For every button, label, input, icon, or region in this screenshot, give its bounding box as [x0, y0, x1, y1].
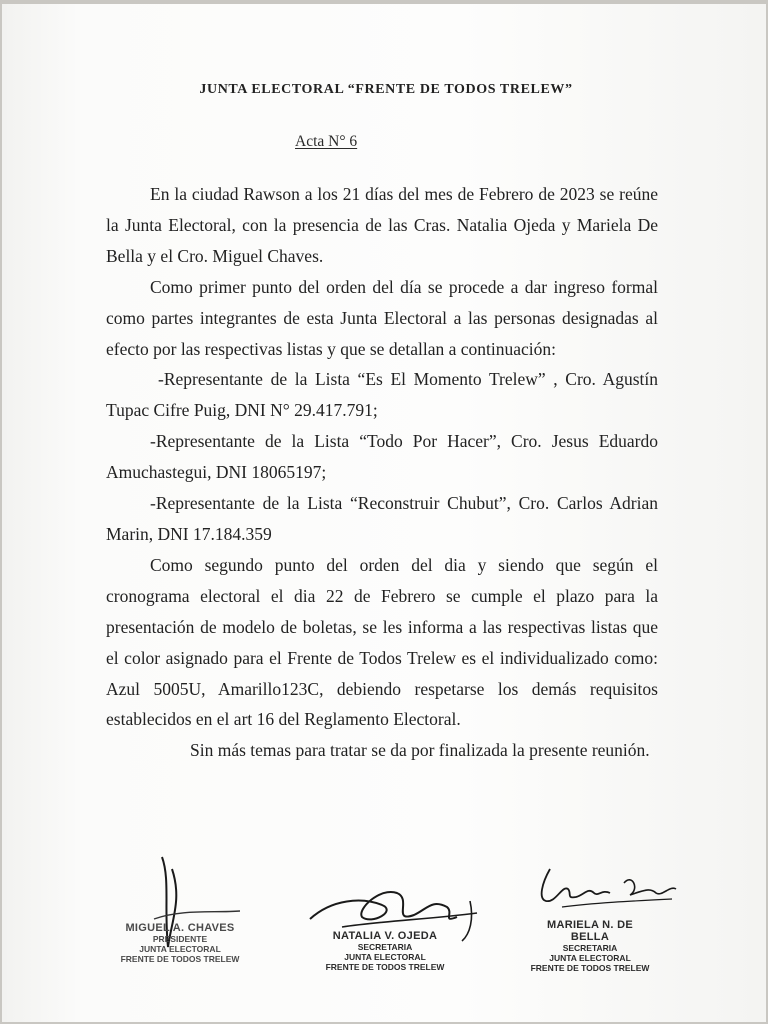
signature-block-secretary-debella: [530, 919, 650, 973]
signature-scribble-icon: [532, 859, 682, 919]
signature-role: JUNTA ELECTORAL: [549, 953, 631, 963]
paragraph-representative-2: -Representante de la Lista “Todo Por Hacer”, Cro. Jesus Eduardo Amuchastegui, DNI 18065197;: [106, 431, 658, 483]
signature-name: MARIELA N. DE BELLA: [547, 919, 633, 943]
signature-role: SECRETARIA: [357, 942, 413, 952]
signature-role: FRENTE DE TODOS TRELEW: [120, 954, 240, 964]
paragraph-representative-3: -Representante de la Lista “Reconstruir Chubut”, Cro. Carlos Adrian Marin, DNI 17.184.359: [106, 493, 658, 544]
paragraph-opening: En la ciudad Rawson a los 21 días del mes de Febrero de 2023 se reúne la Junta Electoral, con la presencia de las Cras. Natalia Ojeda y Mariela De Bella y el Cro. Miguel Chaves.: [106, 184, 658, 266]
signature-role: PRESIDENTE: [152, 934, 208, 944]
signature-role: JUNTA ELECTORAL: [344, 952, 426, 962]
document-title: JUNTA ELECTORAL “FRENTE DE TODOS TRELEW”: [199, 82, 573, 97]
acta-number: Acta N° 6: [295, 133, 358, 150]
signature-role: JUNTA ELECTORAL: [139, 944, 221, 954]
signature-name: MIGUEL A. CHAVES: [125, 922, 235, 934]
paragraph-second-point: Como segundo punto del orden del dia y siendo que según el cronograma electoral el dia 22 de Febrero se cumple el plazo para la presentación de modelo de boletas, se les informa a las respectivas listas que el color asignado para el Frente de Todos Trelew es el individualizado como: Azul 5005U, Amarillo123C, debiendo respetarse los demás requisitos establecidos en el art 16 del Reglamento Electoral.: [106, 554, 658, 730]
signature-name: NATALIA V. OJEDA: [332, 930, 438, 942]
paragraph-representative-1: -Representante de la Lista “Es El Momento Trelew” , Cro. Agustín Tupac Cifre Puig, DNI N° 29.417.791;: [106, 369, 658, 421]
signature-role: SECRETARIA: [562, 943, 618, 953]
signature-role: FRENTE DE TODOS TRELEW: [325, 962, 445, 972]
signature-block-president: [110, 922, 250, 964]
document-page: [2, 4, 766, 1022]
paragraph-closing: Sin más temas para tratar se da por finalizada la presente reunión.: [190, 740, 650, 761]
document-body: [106, 179, 658, 766]
paragraph-first-point: Como primer punto del orden del día se procede a dar ingreso formal como partes integrantes de esta Junta Electoral a las personas designadas al efecto por las respectivas listas y que se detallan a continuación:: [106, 276, 658, 359]
signature-block-secretary-ojeda: [320, 930, 450, 972]
signature-role: FRENTE DE TODOS TRELEW: [530, 963, 650, 973]
